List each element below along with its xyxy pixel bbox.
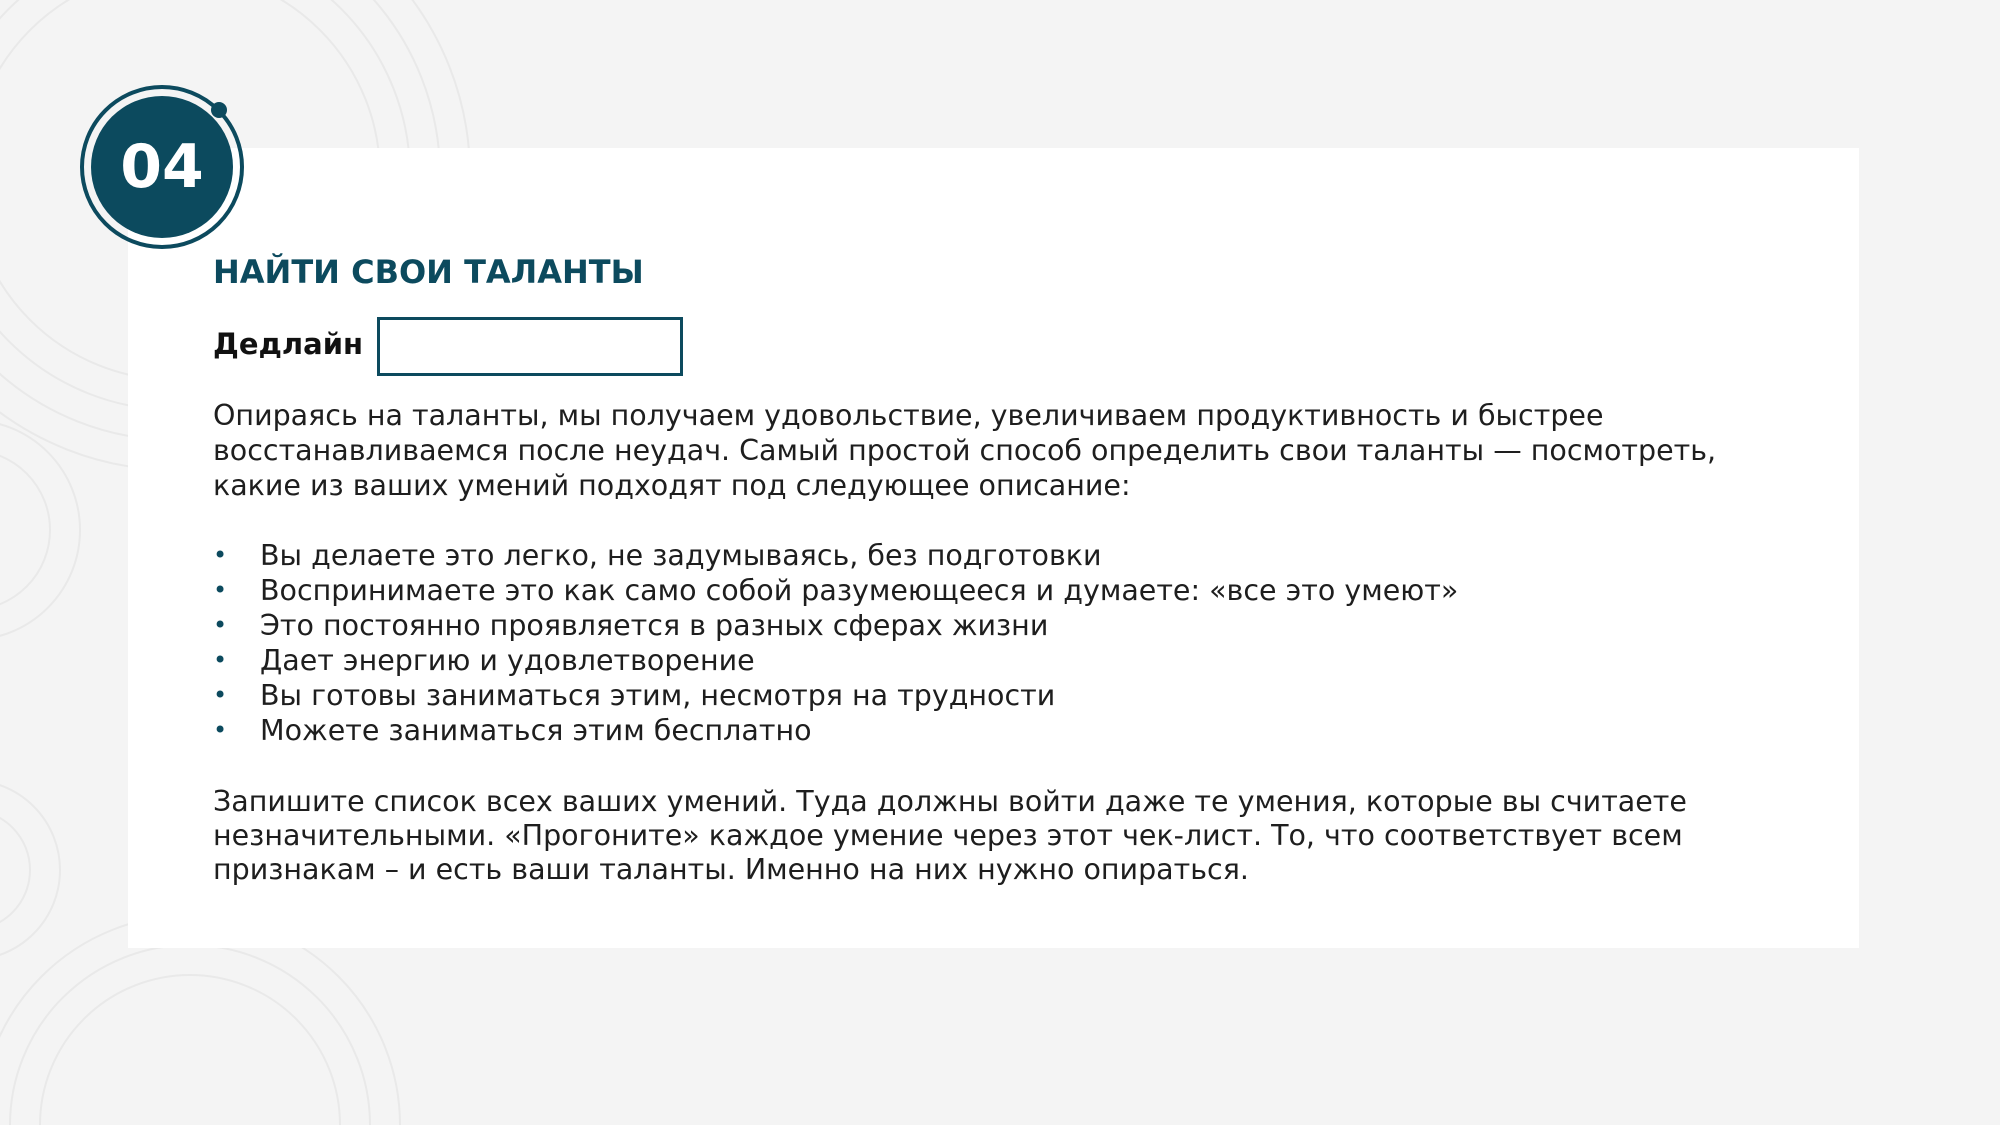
checklist-item-text: Вы делаете это легко, не задумываясь, без подготовки <box>260 539 1102 572</box>
checklist-item <box>213 643 1773 678</box>
checklist-item <box>213 538 1773 573</box>
checklist-item <box>213 573 1773 608</box>
bullet-icon: • <box>213 576 228 604</box>
badge-number: 04 <box>120 132 204 202</box>
checklist-item-text: Вы готовы заниматься этим, несмотря на трудности <box>260 679 1056 712</box>
bullet-icon: • <box>213 681 228 709</box>
checklist-item-text: Можете заниматься этим бесплатно <box>260 714 812 747</box>
checklist-item <box>213 678 1773 713</box>
checklist-item <box>213 713 1773 748</box>
section-title: НАЙТИ СВОИ ТАЛАНТЫ <box>213 253 644 291</box>
deadline-label: Дедлайн <box>213 327 364 361</box>
bullet-icon: • <box>213 646 228 674</box>
intro-paragraph: Опираясь на таланты, мы получаем удовольствие, увеличиваем продуктивность и быстрее восстанавливаемся после неудач. Самый простой способ определить свои таланты — посмотреть, какие из ваших умений подходят под следующее описание: <box>213 399 1717 502</box>
deadline-input[interactable] <box>377 317 683 376</box>
talent-checklist <box>213 538 1773 748</box>
bullet-icon: • <box>213 541 228 569</box>
checklist-item-text: Дает энергию и удовлетворение <box>260 644 755 677</box>
checklist-item-text: Воспринимаете это как само собой разумеющееся и думаете: «все это умеют» <box>260 574 1459 607</box>
step-number-badge <box>78 83 248 253</box>
bullet-icon: • <box>213 716 228 744</box>
checklist-item-text: Это постоянно проявляется в разных сферах жизни <box>260 609 1049 642</box>
outro-paragraph: Запишите список всех ваших умений. Туда должны войти даже те умения, которые вы считаете незначительными. «Прогоните» каждое умение через этот чек-лист. То, что соответствует всем признакам – и есть ваши таланты. Именно на них нужно опираться. <box>213 785 1687 886</box>
bullet-icon: • <box>213 611 228 639</box>
checklist-item <box>213 608 1773 643</box>
